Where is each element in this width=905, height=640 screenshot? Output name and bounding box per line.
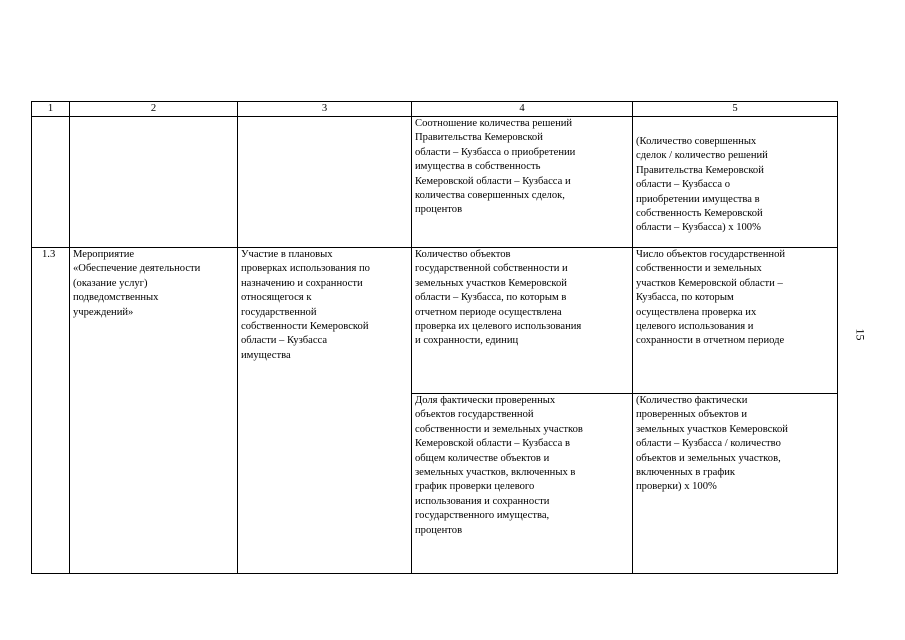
item-number-cell: 1.3	[32, 248, 70, 574]
table-row-1-3	[32, 248, 838, 394]
column-number-3: 3	[238, 102, 412, 117]
column-number-1: 1	[32, 102, 70, 117]
indicator-name-cell: Количество объектов государственной собственности и земельных участков Кемеровской области – Кузбасса, по которым в отчетном периоде осуществлена проверка их целевого использования и сохранности, единиц	[412, 248, 633, 394]
indicators-table	[31, 101, 838, 574]
indicator-formula-cell: (Количество совершенных сделок / количество решений Правительства Кемеровской области – Кузбасса о приобретении имущества в собственность Кемеровской области – Кузбасса) x 100%	[633, 117, 838, 248]
page-number: 15	[853, 328, 868, 341]
table-cell-empty	[238, 117, 412, 248]
indicator-formula-cell: (Количество фактически проверенных объектов и земельных участков Кемеровской области – Кузбасса / количество объектов и земельных участков, включенных в график проверки) x 100%	[633, 394, 838, 574]
measure-name-cell: Мероприятие «Обеспечение деятельности (оказание услуг) подведомственных учреждений»	[70, 248, 238, 574]
indicator-name-cell: Соотношение количества решений Правительства Кемеровской области – Кузбасса о приобретении имущества в собственность Кемеровской области – Кузбасса и количества совершенных сделок, процентов	[412, 117, 633, 248]
column-number-2: 2	[70, 102, 238, 117]
table-row-continued	[32, 117, 838, 248]
table-cell-empty	[70, 117, 238, 248]
column-number-5: 5	[633, 102, 838, 117]
indicator-formula-cell: Число объектов государственной собственности и земельных участков Кемеровской области – Кузбасса, по которым осуществлена проверка их целевого использования и сохранности в отчетном периоде	[633, 248, 838, 394]
table-header-row	[32, 102, 838, 117]
column-number-4: 4	[412, 102, 633, 117]
indicator-name-cell: Доля фактически проверенных объектов государственной собственности и земельных участков Кемеровской области – Кузбасса в общем количестве объектов и земельных участков, включенных в график проверки целевого использования и сохранности государственного имущества, процентов	[412, 394, 633, 574]
table-cell-empty	[32, 117, 70, 248]
measure-description-cell: Участие в плановых проверках использования по назначению и сохранности относящегося к государственной собственности Кемеровской области – Кузбасса имущества	[238, 248, 412, 574]
